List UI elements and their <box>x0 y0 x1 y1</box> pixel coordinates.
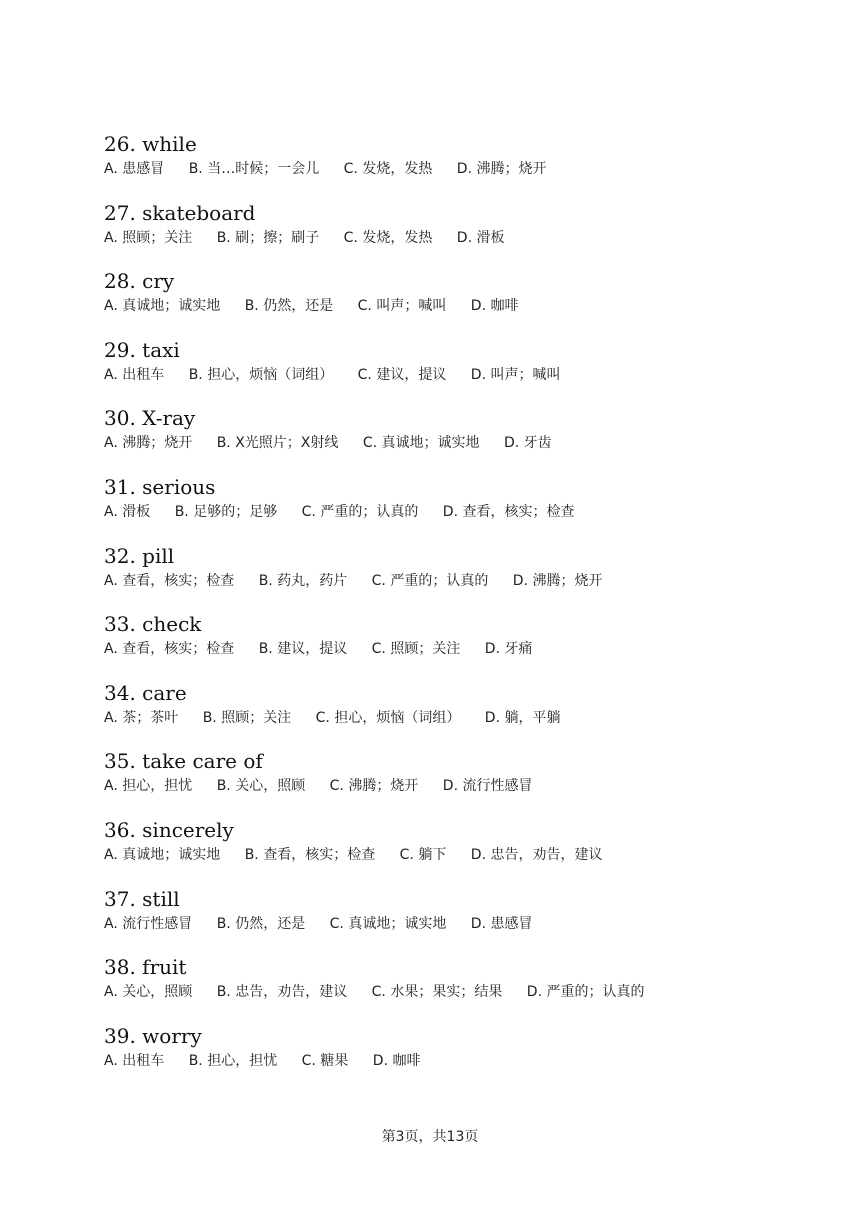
question-word: 27. skateboard <box>104 200 256 225</box>
option-b: B. 药丸，药片 <box>258 572 348 589</box>
question-word: 26. while <box>104 132 197 156</box>
option-b: B. 忠告，劝告，建议 <box>216 984 348 1001</box>
question-word: 37. still <box>104 886 180 911</box>
question-word: 38. fruit <box>104 955 187 980</box>
option-a: A. 关心，照顾 <box>104 984 193 1001</box>
question-word: 32. pill <box>104 543 175 568</box>
option-a: A. 出租车 <box>104 1052 165 1069</box>
option-d: D. 咖啡 <box>470 298 519 315</box>
question-word: 36. sincerely <box>104 817 234 842</box>
option-c: C. 建议，提议 <box>357 366 447 383</box>
option-list <box>104 638 804 660</box>
option-a: A. 照顾；关注 <box>104 229 193 246</box>
option-b: B. 足够的；足够 <box>174 503 278 520</box>
question-word: 31. serious <box>104 474 216 499</box>
option-d: D. 咖啡 <box>372 1052 421 1069</box>
option-a: A. 查看，核实；检查 <box>104 572 235 589</box>
option-a: A. 沸腾；烧开 <box>104 435 193 452</box>
question-item <box>104 679 804 748</box>
option-c: C. 发烧，发热 <box>343 229 433 246</box>
question-item <box>104 885 804 954</box>
option-a: A. 真诚地；诚实地 <box>104 846 221 863</box>
option-list <box>104 707 804 729</box>
question-word: 34. care <box>104 680 187 705</box>
option-d: D. 沸腾；烧开 <box>456 161 547 177</box>
option-c: C. 发烧，发热 <box>343 161 433 177</box>
question-word: 35. take care of <box>104 749 263 774</box>
question-item <box>104 404 804 473</box>
question-item <box>104 747 804 816</box>
option-b: B. 当…时候；一会儿 <box>188 161 320 177</box>
option-c: C. 严重的；认真的 <box>371 572 489 589</box>
option-b: B. 关心，照顾 <box>216 778 306 795</box>
question-word: 28. cry <box>104 269 175 294</box>
option-b: B. X光照片；X射线 <box>216 435 339 452</box>
option-list <box>104 364 804 386</box>
option-c: C. 严重的；认真的 <box>301 503 419 520</box>
question-word: 29. taxi <box>104 337 180 362</box>
option-d: D. 流行性感冒 <box>442 778 533 795</box>
option-a: A. 担心，担忧 <box>104 778 193 795</box>
option-list <box>104 981 804 1003</box>
question-item <box>104 267 804 336</box>
option-d: D. 牙痛 <box>484 641 533 658</box>
page-footer: 第3页，共13页 <box>381 1129 479 1145</box>
option-d: D. 滑板 <box>456 229 505 246</box>
question-item <box>104 336 804 405</box>
option-b: B. 仍然，还是 <box>216 915 306 932</box>
option-b: B. 刷；擦；刷子 <box>216 229 320 246</box>
question-item <box>104 816 804 885</box>
option-c: C. 真诚地；诚实地 <box>329 915 447 932</box>
option-a: A. 真诚地；诚实地 <box>104 298 221 315</box>
question-item <box>104 1022 804 1091</box>
question-word: 39. worry <box>104 1023 202 1048</box>
question-item <box>104 610 804 679</box>
option-list <box>104 158 804 180</box>
option-b: B. 查看，核实；检查 <box>244 846 376 863</box>
option-d: D. 查看，核实；检查 <box>442 503 575 520</box>
question-item <box>104 473 804 542</box>
question-item <box>104 953 804 1022</box>
option-list <box>104 570 804 592</box>
option-c: C. 叫声；喊叫 <box>357 298 447 315</box>
option-c: C. 躺下 <box>399 846 447 863</box>
question-item <box>104 130 804 199</box>
option-d: D. 患感冒 <box>470 915 533 932</box>
option-a: A. 患感冒 <box>104 161 165 177</box>
option-list <box>104 295 804 317</box>
option-c: C. 水果；果实；结果 <box>371 984 503 1001</box>
option-c: C. 照顾；关注 <box>371 641 461 658</box>
option-list <box>104 775 804 797</box>
option-d: D. 沸腾；烧开 <box>512 572 603 589</box>
option-c: C. 糖果 <box>301 1052 349 1069</box>
option-c: C. 担心，烦恼（词组） <box>315 709 461 726</box>
option-c: C. 真诚地；诚实地 <box>362 435 480 452</box>
option-a: A. 茶；茶叶 <box>104 709 179 726</box>
option-b: B. 建议，提议 <box>258 641 348 658</box>
option-c: C. 沸腾；烧开 <box>329 778 419 795</box>
option-list <box>104 501 804 523</box>
option-d: D. 牙齿 <box>503 435 552 452</box>
option-a: A. 出租车 <box>104 366 165 383</box>
option-b: B. 担心，担忧 <box>188 1052 278 1069</box>
option-a: A. 查看，核实；检查 <box>104 641 235 658</box>
option-b: B. 照顾；关注 <box>202 709 292 726</box>
option-a: A. 滑板 <box>104 503 151 520</box>
question-list <box>104 130 804 1090</box>
option-d: D. 躺，平躺 <box>484 709 561 726</box>
option-d: D. 叫声；喊叫 <box>470 366 561 383</box>
option-list <box>104 1050 804 1072</box>
option-list <box>104 432 804 454</box>
option-d: D. 忠告，劝告，建议 <box>470 846 603 863</box>
question-word: 30. X-ray <box>104 406 196 431</box>
option-list <box>104 227 804 249</box>
question-item <box>104 199 804 268</box>
option-list <box>104 913 804 935</box>
option-b: B. 担心，烦恼（词组） <box>188 366 334 383</box>
option-d: D. 严重的；认真的 <box>526 984 645 1001</box>
question-item <box>104 542 804 611</box>
option-b: B. 仍然，还是 <box>244 298 334 315</box>
option-a: A. 流行性感冒 <box>104 915 193 932</box>
question-word: 33. check <box>104 612 202 637</box>
option-list <box>104 844 804 866</box>
